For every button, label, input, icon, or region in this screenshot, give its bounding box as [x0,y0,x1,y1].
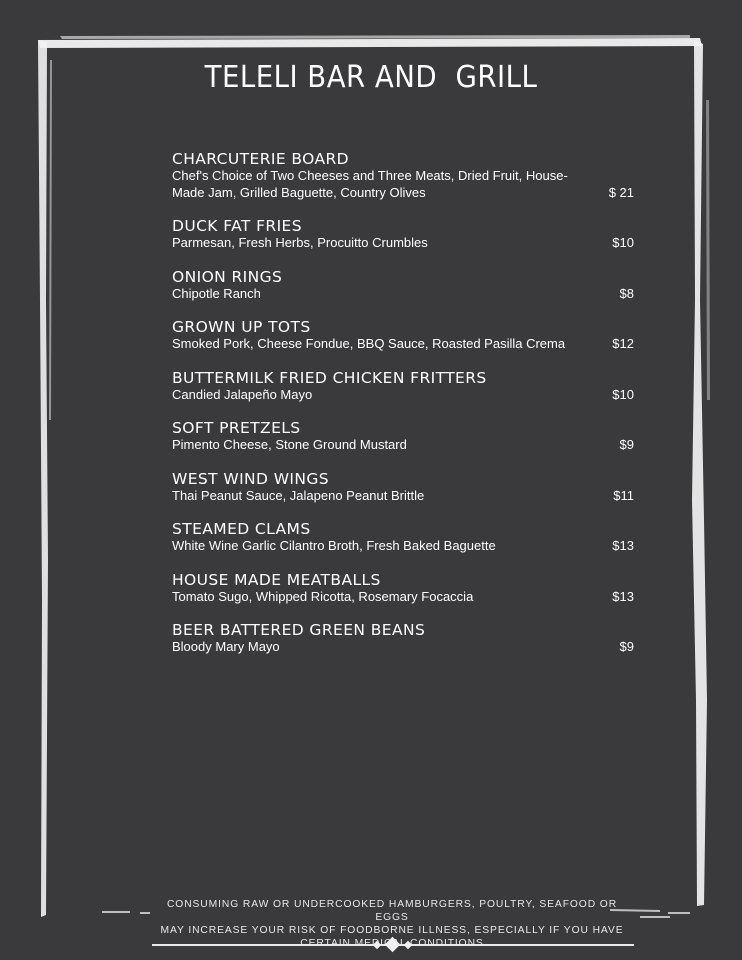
menu-item [172,419,634,454]
menu-item [172,369,634,404]
disclaimer-line: MAY INCREASE YOUR RISK OF FOODBORNE ILLNESS, ESPECIALLY IF YOU HAVE [160,925,624,936]
menu-item-name: BEER BATTERED GREEN BEANS [172,621,426,639]
menu-item-description: Tomato Sugo, Whipped Ricotta, Rosemary Focaccia [172,588,474,604]
menu-item-description: Candied Jalapeño Mayo [172,386,313,402]
menu-item-description: Thai Peanut Sauce, Jalapeno Peanut Brittle [172,487,425,503]
menu-item-description: Parmesan, Fresh Herbs, Procuitto Crumbles [172,235,428,250]
menu-item-description: Chef's Choice of Two Cheeses and Three Meats, Dried Fruit, House-Made Jam, Grilled Baguette, Country Olives [172,168,568,200]
menu-item-name: ONION RINGS [172,267,283,286]
menu-item [172,520,634,555]
menu-item-price: $13 [612,588,634,604]
menu-item-description: Chipotle Ranch [172,285,261,301]
menu-item-price: $10 [612,386,634,402]
menu-item [172,217,634,252]
menu-item-name: HOUSE MADE MEATBALLS [172,570,381,589]
menu-item-price: $ 21 [608,184,634,200]
menu-item-name: BUTTERMILK FRIED CHICKEN FRITTERS [172,368,487,387]
menu-item-price: $11 [613,487,634,503]
menu-item [172,621,634,656]
menu-item-description: Pimento Cheese, Stone Ground Mustard [172,437,407,452]
menu-item-price: $13 [612,538,634,553]
menu-item-name: DUCK FAT FRIES [172,217,302,235]
menu-item [172,470,634,505]
menu-item-name: CHARCUTERIE BOARD [172,150,349,168]
menu-item-description: Smoked Pork, Cheese Fondue, BBQ Sauce, Roasted Pasilla Crema [172,336,566,351]
menu-item-description: White Wine Garlic Cilantro Broth, Fresh Baked Baguette [172,538,496,553]
menu-item [172,571,634,606]
menu-item-price: $8 [619,285,634,301]
menu-item-name: SOFT PRETZELS [172,419,301,437]
menu-item-price: $12 [612,336,634,351]
disclaimer-line: CONSUMING RAW OR UNDERCOOKED HAMBURGERS, POULTRY, SEAFOOD OR EGGS [166,899,618,923]
menu-item-name: WEST WIND WINGS [172,469,330,488]
menu-item [172,268,634,303]
page-title: TELELI BAR AND GRILL [204,60,538,95]
menu-item-description: Bloody Mary Mayo [172,639,280,654]
menu-item-price: $9 [619,639,634,654]
menu-item-price: $10 [612,235,634,250]
menu-item [172,150,634,201]
menu-item [172,318,634,353]
menu-item-name: GROWN UP TOTS [172,318,311,336]
menu-item-name: STEAMED CLAMS [172,520,311,538]
menu-item-price: $9 [619,437,634,452]
menu-list [172,150,634,672]
